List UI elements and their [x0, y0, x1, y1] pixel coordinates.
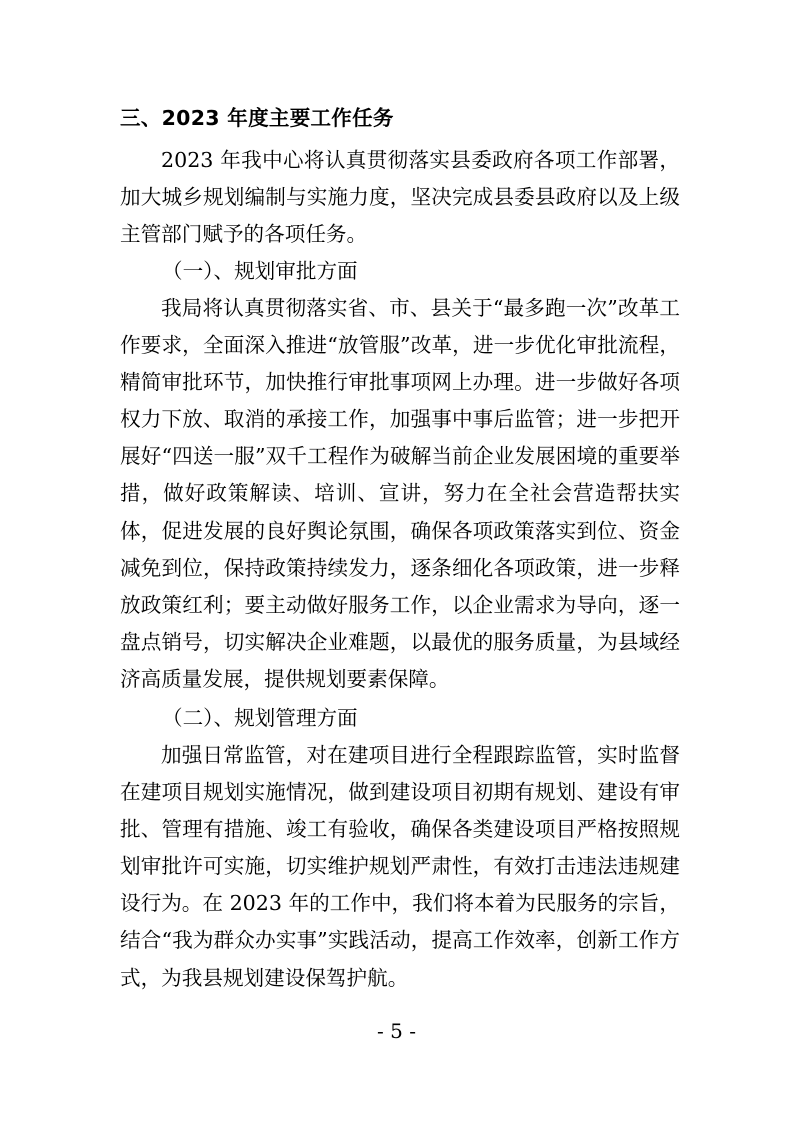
page-number: - 5 -: [377, 1019, 416, 1043]
subsection-title-management: （二）、规划管理方面: [162, 706, 358, 730]
subsection-title-approval: （一）、规划审批方面: [162, 259, 358, 283]
subsection-body-management: 加强日常监管，对在建项目进行全程跟踪监管，实时监督在建项目规划实施情况，做到建设项目初期有规划、建设有审批、管理有措施、竣工有验收，确保各类建设项目严格按照规划审批许可实施，切实维护规划严肃性，有效打击违法违规建设行为。在 2023 年的工作中，我们将本着为民服务的宗旨，结合“我为群众办实事”实践活动，提高工作效率，创新工作方式，为我县规划建设保驾护航。: [120, 743, 680, 990]
section-heading: 三、2023 年度主要工作任务: [120, 106, 394, 130]
section-intro-paragraph: 2023 年我中心将认真贯彻落实县委政府各项工作部署，加大城乡规划编制与实施力度，坚决完成县委县政府以及上级主管部门赋予的各项任务。: [120, 148, 680, 247]
subsection-body-approval: 我局将认真贯彻落实省、市、县关于“最多跑一次”改革工作要求，全面深入推进“放管服”改革，进一步优化审批流程，精简审批环节，加快推行审批事项网上办理。进一步做好各项权力下放、取消的承接工作，加强事中事后监管；进一步把开展好“四送一服”双千工程作为破解当前企业发展困境的重要举措，做好政策解读、培训、宣讲，努力在全社会营造帮扶实体，促进发展的良好舆论氛围，确保各项政策落实到位、资金减免到位，保持政策持续发力，逐条细化各项政策，进一步释放政策红利；要主动做好服务工作，以企业需求为导向，逐一盘点销号，切实解决企业难题，以最优的服务质量，为县域经济高质量发展，提供规划要素保障。: [120, 296, 680, 691]
